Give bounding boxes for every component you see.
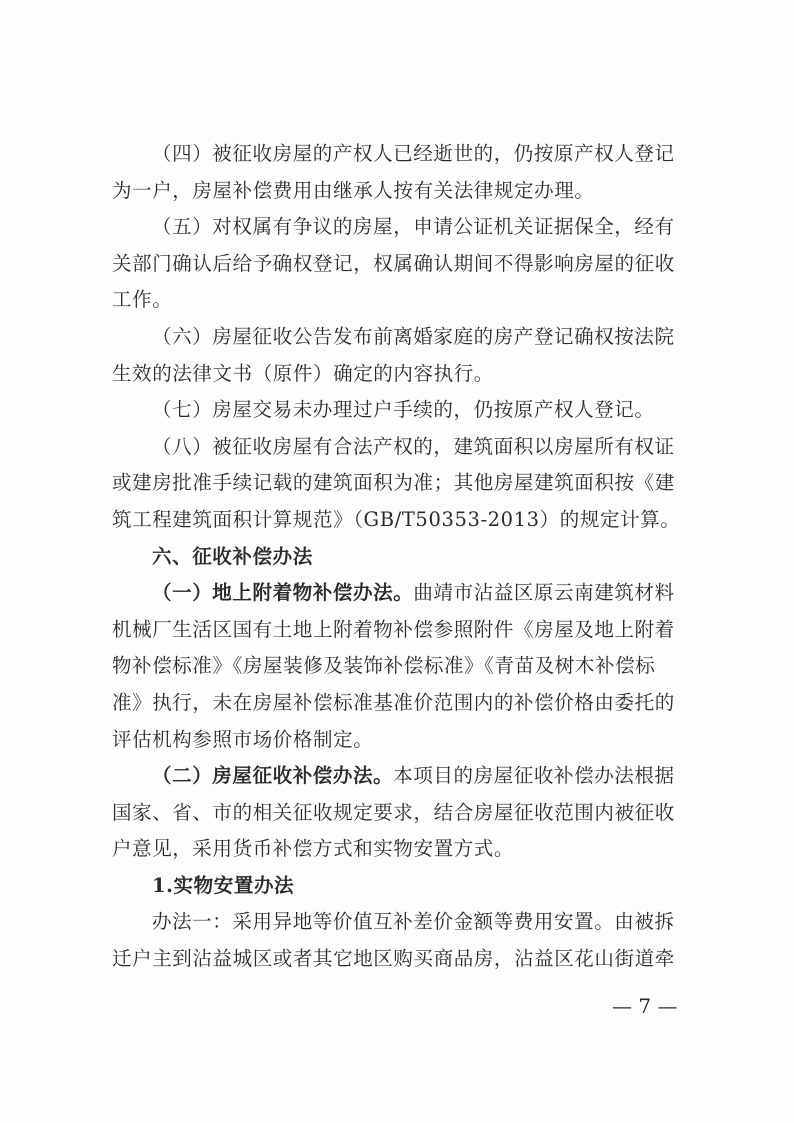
text-line (112, 319, 704, 356)
line-text: 准》执行，未在房屋补偿标准基准价范围内的补偿价格由委托的 (112, 690, 675, 714)
text-line (112, 868, 704, 905)
line-text: （八）被征收房屋有合法产权的，建筑面积以房屋所有权证 (152, 434, 675, 458)
text-line (112, 173, 704, 210)
text-line (112, 539, 704, 576)
text-line (112, 795, 704, 832)
text-line (112, 356, 704, 393)
document-body (112, 136, 704, 978)
line-text: （六）房屋征收公告发布前离婚家庭的房产登记确权按法院 (152, 324, 675, 348)
text-line (112, 904, 704, 941)
text-line (112, 758, 704, 795)
line-text: （五）对权属有争议的房屋，申请公证机关证据保全，经有 (152, 215, 675, 239)
bold-heading: （二）房屋征收补偿办法。 (152, 764, 394, 788)
line-text: 或建房批准手续记载的建筑面积为准；其他房屋建筑面积按《建 (112, 471, 675, 495)
text-line (112, 685, 704, 722)
line-text: 国家、省、市的相关征收规定要求，结合房屋征收范围内被征收 (112, 800, 675, 824)
line-text: （四）被征收房屋的产权人已经逝世的，仍按原产权人登记 (152, 142, 675, 165)
text-line (112, 722, 704, 759)
text-line (112, 209, 704, 246)
line-text: 迁户主到沾益城区或者其它地区购买商品房，沾益区花山街道牵 (112, 947, 675, 971)
line-text: 筑工程建筑面积计算规范》（GB/T50353-2013）的规定计算。 (112, 507, 681, 531)
line-text: 生效的法律文书（原件）确定的内容执行。 (112, 361, 494, 385)
text-line (112, 648, 704, 685)
line-text: 机械厂生活区国有土地上附着物补偿参照附件《房屋及地上附着 (112, 617, 675, 641)
text-line (112, 575, 704, 612)
text-line (112, 246, 704, 283)
line-text: 曲靖市沾益区原云南建筑材料 (413, 581, 675, 605)
bold-heading: （一）地上附着物补偿办法。 (152, 581, 414, 605)
text-line (112, 282, 704, 319)
text-line (112, 392, 704, 429)
line-text: 评估机构参照市场价格制定。 (112, 727, 374, 751)
line-text: 办法一：采用异地等价值互补差价金额等费用安置。由被拆 (152, 910, 675, 934)
text-line (112, 429, 704, 466)
line-text: 关部门确认后给予确权登记，权属确认期间不得影响房屋的征收 (112, 251, 675, 275)
page-number: — 7 — (612, 994, 678, 1018)
text-line (112, 502, 704, 539)
text-line (112, 831, 704, 868)
line-text: 物补偿标准》《房屋装修及装饰补偿标准》《青苗及树木补偿标 (112, 654, 656, 678)
line-text: （七）房屋交易未办理过户手续的，仍按原产权人登记。 (152, 398, 655, 422)
line-text: 1.实物安置办法 (152, 873, 295, 897)
line-text: 本项目的房屋征收补偿办法根据 (393, 764, 675, 788)
text-line (112, 465, 704, 502)
text-line (112, 941, 704, 978)
line-text: 户意见，采用货币补偿方式和实物安置方式。 (112, 837, 515, 861)
line-text: 工作。 (112, 288, 173, 312)
text-line (112, 612, 704, 649)
line-text: 为一户，房屋补偿费用由继承人按有关法律规定办理。 (112, 178, 595, 202)
text-line (112, 136, 704, 173)
line-text: 六、征收补偿办法 (152, 544, 313, 568)
